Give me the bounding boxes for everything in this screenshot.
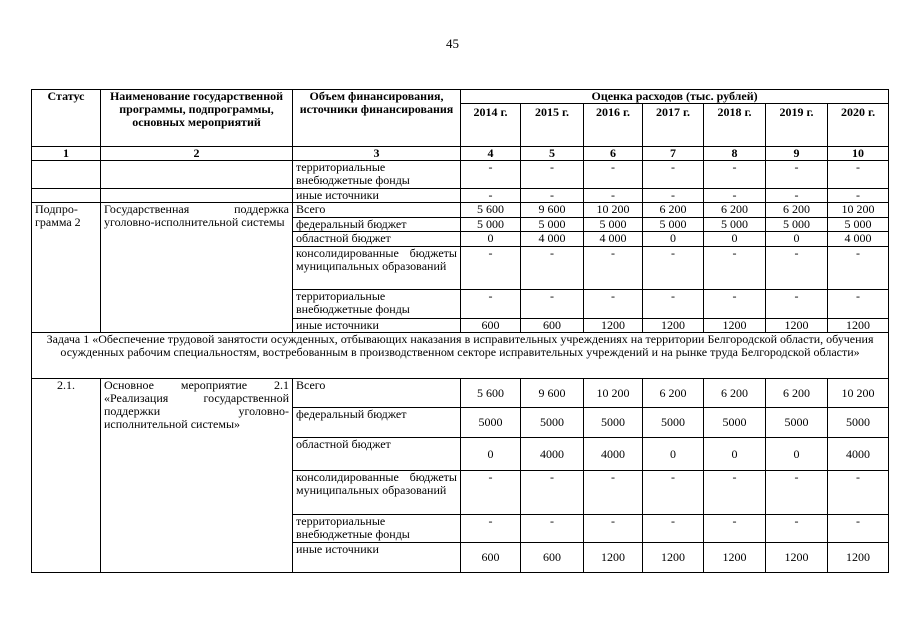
funding-source: территориальные внебюджетные фонды bbox=[293, 161, 461, 189]
value-cell: 0 bbox=[766, 232, 828, 247]
value-cell: 0 bbox=[461, 438, 521, 471]
value-cell: 5000 bbox=[643, 408, 704, 438]
subprogram-name: Государственная поддержка уголовно-исполнительной системы bbox=[101, 203, 293, 333]
value-cell: - bbox=[643, 471, 704, 515]
value-cell: 4 000 bbox=[828, 232, 889, 247]
value-cell: 1200 bbox=[584, 319, 643, 333]
value-cell: 10 200 bbox=[828, 379, 889, 408]
value-cell: 0 bbox=[704, 232, 766, 247]
funding-source: иные источники bbox=[293, 543, 461, 573]
value-cell: 5 000 bbox=[461, 218, 521, 232]
value-cell: - bbox=[828, 189, 889, 203]
value-cell: - bbox=[584, 189, 643, 203]
value-cell: - bbox=[461, 515, 521, 543]
value-cell: 4 000 bbox=[584, 232, 643, 247]
column-number: 1 bbox=[32, 147, 101, 161]
value-cell: 5000 bbox=[766, 408, 828, 438]
header-year: 2017 г. bbox=[643, 104, 704, 147]
funding-source: территориальные внебюджетные фонды bbox=[293, 515, 461, 543]
value-cell: 1200 bbox=[643, 319, 704, 333]
value-cell: - bbox=[521, 515, 584, 543]
column-number: 8 bbox=[704, 147, 766, 161]
value-cell: - bbox=[584, 515, 643, 543]
value-cell: 6 200 bbox=[643, 203, 704, 218]
header-status: Статус bbox=[32, 90, 101, 147]
value-cell: 5 000 bbox=[704, 218, 766, 232]
name-cell bbox=[101, 161, 293, 189]
value-cell: 4000 bbox=[584, 438, 643, 471]
column-number: 7 bbox=[643, 147, 704, 161]
value-cell: 600 bbox=[521, 543, 584, 573]
header-year: 2018 г. bbox=[704, 104, 766, 147]
value-cell: 9 600 bbox=[521, 203, 584, 218]
value-cell: - bbox=[704, 189, 766, 203]
value-cell: 600 bbox=[461, 319, 521, 333]
value-cell: - bbox=[704, 290, 766, 319]
column-number: 5 bbox=[521, 147, 584, 161]
value-cell: 5 000 bbox=[766, 218, 828, 232]
value-cell: - bbox=[766, 515, 828, 543]
value-cell: 4 000 bbox=[521, 232, 584, 247]
value-cell: - bbox=[828, 161, 889, 189]
table-row bbox=[32, 379, 889, 408]
funding-source: областной бюджет bbox=[293, 438, 461, 471]
value-cell: 4000 bbox=[521, 438, 584, 471]
header-year: 2014 г. bbox=[461, 104, 521, 147]
status-cell bbox=[32, 189, 101, 203]
value-cell: 1200 bbox=[828, 319, 889, 333]
value-cell: 5 600 bbox=[461, 203, 521, 218]
header-year: 2020 г. bbox=[828, 104, 889, 147]
funding-source: консолидированные бюджеты муниципальных образований bbox=[293, 247, 461, 290]
value-cell: - bbox=[461, 161, 521, 189]
value-cell: 1200 bbox=[704, 543, 766, 573]
column-number: 3 bbox=[293, 147, 461, 161]
funding-source: иные источники bbox=[293, 189, 461, 203]
header-estimate: Оценка расходов (тыс. рублей) bbox=[461, 90, 889, 104]
value-cell: - bbox=[584, 247, 643, 290]
value-cell: 6 200 bbox=[766, 379, 828, 408]
measure-status: 2.1. bbox=[32, 379, 101, 573]
value-cell: - bbox=[461, 189, 521, 203]
value-cell: - bbox=[828, 515, 889, 543]
column-number: 9 bbox=[766, 147, 828, 161]
value-cell: 0 bbox=[704, 438, 766, 471]
value-cell: 1200 bbox=[704, 319, 766, 333]
value-cell: 6 200 bbox=[766, 203, 828, 218]
value-cell: 10 200 bbox=[828, 203, 889, 218]
value-cell: 6 200 bbox=[643, 379, 704, 408]
value-cell: - bbox=[704, 161, 766, 189]
value-cell: - bbox=[643, 290, 704, 319]
value-cell: 0 bbox=[766, 438, 828, 471]
value-cell: 1200 bbox=[584, 543, 643, 573]
column-number: 4 bbox=[461, 147, 521, 161]
page-number: 45 bbox=[446, 36, 459, 51]
funding-source: иные источники bbox=[293, 319, 461, 333]
value-cell: - bbox=[766, 161, 828, 189]
value-cell: 9 600 bbox=[521, 379, 584, 408]
column-number-row bbox=[32, 147, 889, 161]
value-cell: 5000 bbox=[704, 408, 766, 438]
funding-source: областной бюджет bbox=[293, 232, 461, 247]
value-cell: 0 bbox=[643, 438, 704, 471]
header-name: Наименование государственной программы, подпрограммы, основных мероприятий bbox=[101, 90, 293, 147]
value-cell: - bbox=[828, 471, 889, 515]
funding-source: консолидированные бюджеты муниципальных образований bbox=[293, 471, 461, 515]
value-cell: 1200 bbox=[828, 543, 889, 573]
value-cell: 1200 bbox=[766, 543, 828, 573]
subprogram-status: Подпро-грамма 2 bbox=[32, 203, 101, 333]
value-cell: - bbox=[766, 290, 828, 319]
value-cell: - bbox=[461, 471, 521, 515]
value-cell: - bbox=[584, 290, 643, 319]
table-row bbox=[32, 203, 889, 218]
header-year: 2016 г. bbox=[584, 104, 643, 147]
value-cell: - bbox=[643, 189, 704, 203]
value-cell: 5 000 bbox=[643, 218, 704, 232]
column-number: 2 bbox=[101, 147, 293, 161]
value-cell: 6 200 bbox=[704, 203, 766, 218]
value-cell: - bbox=[704, 515, 766, 543]
value-cell: 4000 bbox=[828, 438, 889, 471]
value-cell: - bbox=[521, 161, 584, 189]
value-cell: - bbox=[643, 515, 704, 543]
value-cell: - bbox=[643, 161, 704, 189]
value-cell: 1200 bbox=[766, 319, 828, 333]
value-cell: - bbox=[766, 189, 828, 203]
value-cell: - bbox=[584, 161, 643, 189]
task-description: Задача 1 «Обеспечение трудовой занятости осужденных, отбывающих наказания в исправительных учреждениях на территории Белгородской области, обучения осужденных рабочим специальностям, востребованным в производственном секторе исправительных учреждений и на рынке труда Белгородской области» bbox=[32, 333, 889, 379]
value-cell: - bbox=[704, 471, 766, 515]
value-cell: - bbox=[461, 247, 521, 290]
value-cell: 0 bbox=[643, 232, 704, 247]
value-cell: 5000 bbox=[828, 408, 889, 438]
task-row bbox=[32, 333, 889, 379]
value-cell: - bbox=[643, 247, 704, 290]
column-number: 10 bbox=[828, 147, 889, 161]
value-cell: - bbox=[521, 471, 584, 515]
value-cell: 5000 bbox=[521, 408, 584, 438]
expenditure-table bbox=[31, 89, 889, 573]
value-cell: 600 bbox=[461, 543, 521, 573]
value-cell: - bbox=[704, 247, 766, 290]
value-cell: 6 200 bbox=[704, 379, 766, 408]
value-cell: - bbox=[766, 471, 828, 515]
funding-source: Всего bbox=[293, 203, 461, 218]
value-cell: - bbox=[828, 290, 889, 319]
header-row bbox=[32, 90, 889, 104]
header-funding: Объем финансирования, источники финансирования bbox=[293, 90, 461, 147]
value-cell: - bbox=[461, 290, 521, 319]
value-cell: - bbox=[521, 290, 584, 319]
header-year: 2015 г. bbox=[521, 104, 584, 147]
name-cell bbox=[101, 189, 293, 203]
value-cell: 5 000 bbox=[521, 218, 584, 232]
funding-source: федеральный бюджет bbox=[293, 218, 461, 232]
value-cell: 0 bbox=[461, 232, 521, 247]
column-number: 6 bbox=[584, 147, 643, 161]
value-cell: 10 200 bbox=[584, 203, 643, 218]
funding-source: территориальные внебюджетные фонды bbox=[293, 290, 461, 319]
value-cell: 600 bbox=[521, 319, 584, 333]
funding-source: федеральный бюджет bbox=[293, 408, 461, 438]
value-cell: - bbox=[521, 247, 584, 290]
value-cell: 5 000 bbox=[828, 218, 889, 232]
value-cell: - bbox=[766, 247, 828, 290]
value-cell: 5000 bbox=[461, 408, 521, 438]
measure-name: Основное мероприятие 2.1 «Реализация государственной поддержки уголовно-исполнительной системы» bbox=[101, 379, 293, 573]
status-cell bbox=[32, 161, 101, 189]
table-row bbox=[32, 161, 889, 189]
header-year: 2019 г. bbox=[766, 104, 828, 147]
value-cell: 1200 bbox=[643, 543, 704, 573]
table-row bbox=[32, 189, 889, 203]
value-cell: 10 200 bbox=[584, 379, 643, 408]
value-cell: - bbox=[584, 471, 643, 515]
value-cell: 5 000 bbox=[584, 218, 643, 232]
funding-source: Всего bbox=[293, 379, 461, 408]
value-cell: - bbox=[828, 247, 889, 290]
value-cell: 5000 bbox=[584, 408, 643, 438]
value-cell: - bbox=[521, 189, 584, 203]
value-cell: 5 600 bbox=[461, 379, 521, 408]
